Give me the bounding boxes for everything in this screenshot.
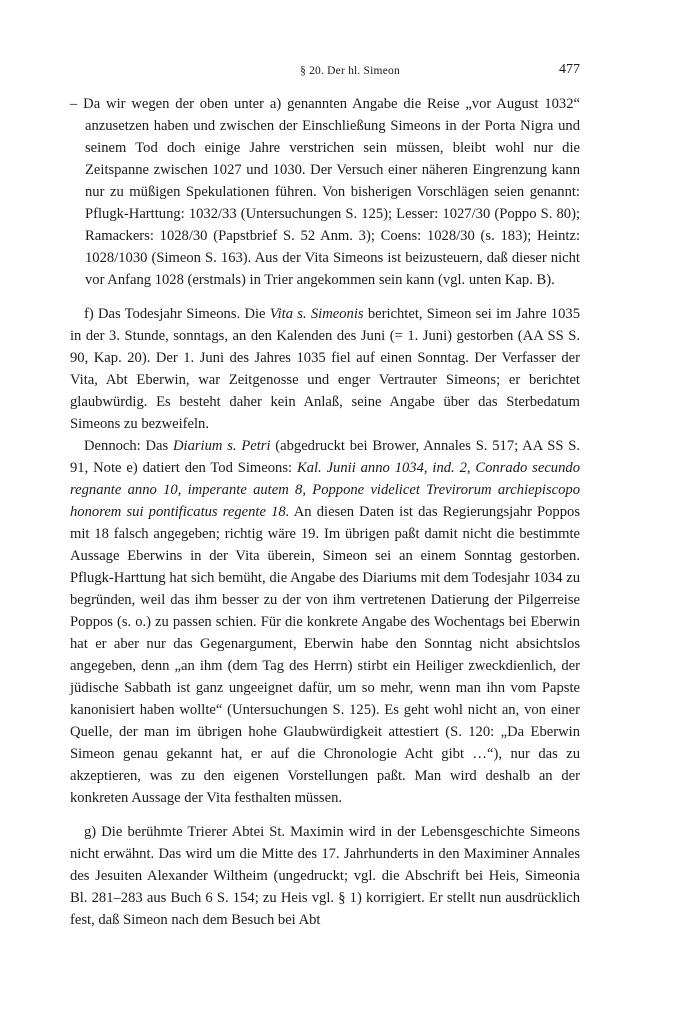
body-text (70, 93, 580, 931)
paragraph-dash-item (70, 93, 580, 291)
paragraph-text-part: berichtet, Simeon sei im Jahre 1035 in der 3. Stunde, sonntags, an den Kalenden des Juni (= 1. Juni) gestorben (AA SS S. 90, Kap. 20). Der 1. Juni des Jahres 1035 fiel auf einen Sonntag. Der Verfasser der Vita, Abt Eberwin, war Zeitgenosse und enger Vertrauter Simeons; er berichtet glaubwürdig. Es besteht daher kein Anlaß, seine Angabe über das Sterbedatum Simeons zu bezweifeln. (70, 306, 580, 432)
paragraph-diarium (70, 435, 580, 809)
italic-title: Diarium s. Petri (172, 438, 271, 454)
paragraph-text-part: f) Das Todesjahr Simeons. Die (84, 306, 270, 322)
paragraph-text-part: An diesen Daten ist das Regierungsjahr Poppos mit 18 falsch angegeben; richtig wäre 19. Im übrigen paßt damit nicht die bestimmte Aussage Eberwins in der Vita überein, Simeon sei an einem Sonntag gestorben. Pflugk-Harttung hat sich bemüht, die Angabe des Diariums mit dem Todesjahr 1034 zu begründen, weil das ihm besser zu der von ihm vertretenen Datierung der Pilgerreise Poppos (s. o.) zu passen schien. Für die konkrete Angabe des Wochentags bei Eberwin hat er aber nur das Gegenargument, Eberwin habe den Sonntag nicht absichtslos angegeben, denn „an ihm (dem Tag des Herrn) stirbt ein Heiliger zweckdienlich, der jüdische Sabbath ist ganz ungeeignet dafür, um so mehr, wenn man ihn vom Papste kanonisiert haben wollte“ (Untersuchungen S. 125). Es geht wohl nicht an, von einer Quelle, der man im übrigen hohe Glaubwürdigkeit attestiert (S. 120: „Da Eberwin Simeon genau gekannt hat, er auf die Chronologie Acht gibt …“), nur das zu akzeptieren, was zu den eigenen Vorstellungen paßt. Man wird deshalb an der konkreten Aussage der Vita festhalten müssen. (70, 504, 580, 806)
page-number: 477 (559, 62, 580, 77)
running-head (0, 62, 700, 82)
paragraph-text: – Da wir wegen der oben unter a) genannten Angabe die Reise „vor August 1032“ anzusetzen haben und zwischen der Einschließung Simeons in der Porta Nigra und seinem Tod doch einige Jahre verstrichen sein müssen, bleibt wohl nur die Zeitspanne zwischen 1027 und 1030. Der Versuch einer näheren Eingrenzung kann nur zu müßigen Spekulationen führen. Von bisherigen Vorschlägen seien genannt: Pflugk-Harttung: 1032/33 (Untersuchungen S. 125); Lesser: 1027/30 (Poppo S. 80); Ramackers: 1028/30 (Papstbrief S. 52 Anm. 3); Coens: 1028/30 (s. 183); Heintz: 1028/1030 (Simeon S. 163). Aus der Vita Simeons ist beizusteuern, daß dieser nicht vor Anfang 1028 (erstmals) in Trier angekommen sein kann (vgl. unten Kap. B). (70, 96, 580, 288)
italic-quotation: Kal. Junii anno 1034, ind. 2, Conrado secundo regnante anno 10, imperante autem 8, Poppone videlicet Trevirorum archiepiscopo honorem sui pontificatus regente 18. (70, 460, 580, 520)
running-title: § 20. Der hl. Simeon (300, 65, 400, 77)
italic-title: Vita s. Simeonis (269, 306, 364, 322)
paragraph-death-year (70, 303, 580, 435)
paragraph-text-part: (abgedruckt bei Brower, Annales S. 517; AA SS S. 91, Note e) datiert den Tod Simeons: (70, 438, 580, 476)
paragraph-text: g) Die berühmte Trierer Abtei St. Maximin wird in der Lebensgeschichte Simeons nicht erwähnt. Das wird um die Mitte des 17. Jahrhunderts in den Maximiner Annales des Jesuiten Alexander Wiltheim (ungedruckt; vgl. die Abschrift bei Heis, Simeonia Bl. 281–283 aus Buch 6 S. 154; zu Heis vgl. § 1) korrigiert. Er stellt nun ausdrücklich fest, daß Simeon nach dem Besuch bei Abt (70, 824, 580, 928)
paragraph-st-maximin (70, 821, 580, 931)
paragraph-text-part: Dennoch: Das (84, 438, 173, 454)
